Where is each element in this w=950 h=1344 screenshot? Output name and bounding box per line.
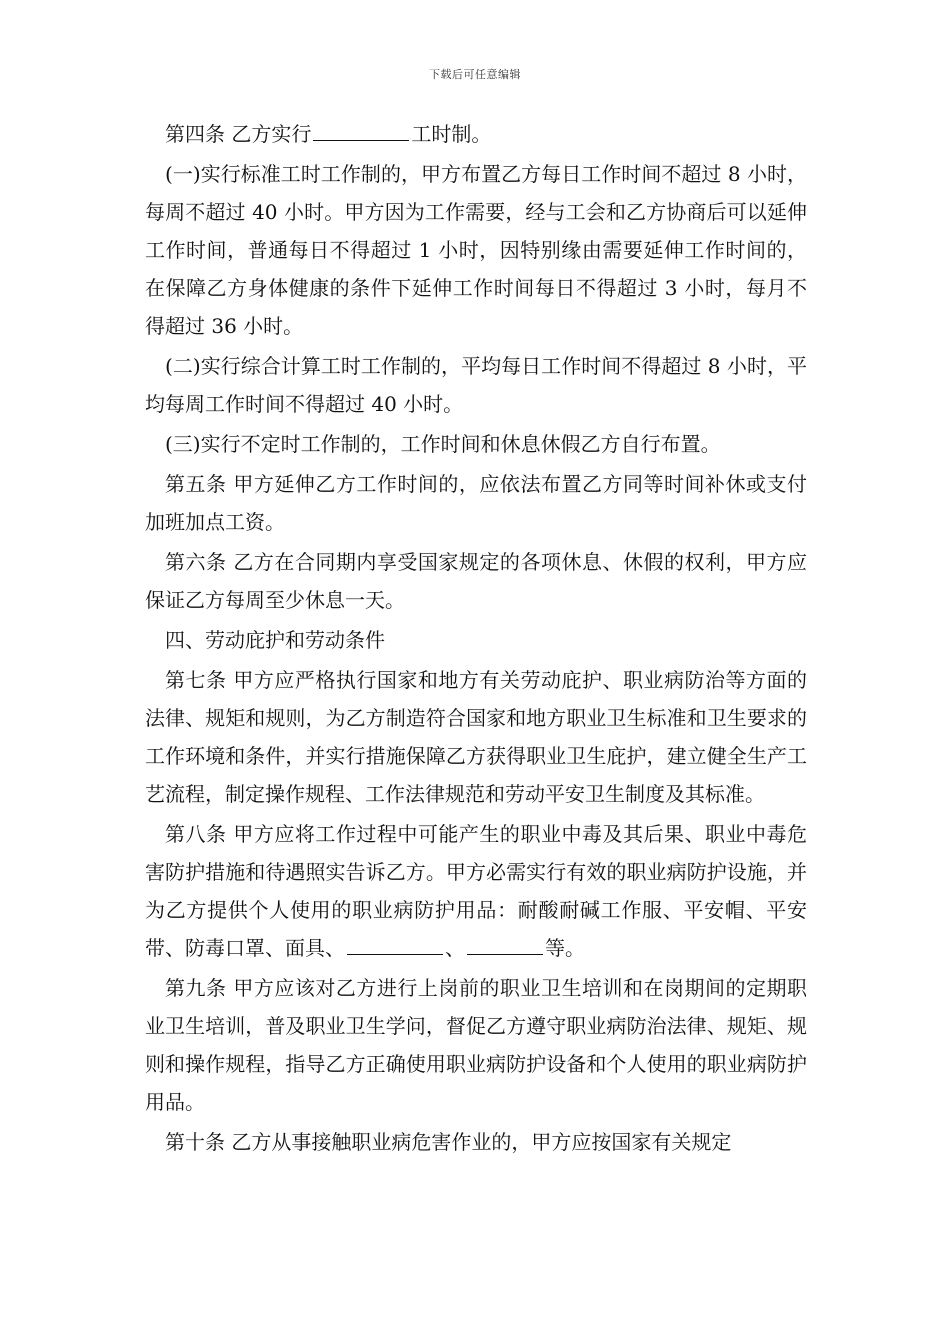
page-header: 下载后可任意编辑 xyxy=(429,68,521,81)
article-8 xyxy=(145,815,807,967)
section-heading-labor-protection: 四、劳动庇护和劳动条件 xyxy=(165,628,385,652)
fill-blank-protective-item-2 xyxy=(467,932,543,955)
fill-blank-work-hours xyxy=(313,118,409,141)
article-8-text-end: 等。 xyxy=(545,936,585,960)
article-7: 第七条 甲方应严格执行国家和地方有关劳动庇护、职业病防治等方面的法律、规矩和规则，为乙方制造符合国家和地方职业卫生标准和卫生要求的工作环境和条件，并实行措施保障乙方获得职业卫生庇护，建立健全生产工艺流程，制定操作规程、工作法律规范和劳动平安卫生制度及其标准。 xyxy=(145,668,807,806)
article-10: 第十条 乙方从事接触职业病危害作业的，甲方应按国家有关规定 xyxy=(165,1130,732,1154)
article-6: 第六条 乙方在合同期内享受国家规定的各项休息、休假的权利，甲方应保证乙方每周至少休息一天。 xyxy=(145,550,807,612)
fill-blank-protective-item-1 xyxy=(347,932,443,955)
clause-standard-hours: (一)实行标准工时工作制的，甲方布置乙方每日工作时间不超过 8 小时，每周不超过 40 小时。甲方因为工作需要，经与工会和乙方协商后可以延伸工作时间，普通每日不得超过 1 小时，因特别缘由需要延伸工作时间的，在保障乙方身体健康的条件下延伸工作时间每日不得超过 3 小时，每月不得超过 36 小时。 xyxy=(145,162,807,338)
article-8-separator: 、 xyxy=(445,936,465,960)
article-8-text: 第八条 甲方应将工作过程中可能产生的职业中毒及其后果、职业中毒危害防护措施和待遇照实告诉乙方。甲方必需实行有效的职业病防护设施，并为乙方提供个人使用的职业病防护用品：耐酸耐碱工作服、平安帽、平安带、防毒口罩、面具、 xyxy=(145,822,807,960)
document-body xyxy=(145,115,807,1163)
article-4-text: 第四条 乙方实行 xyxy=(165,122,312,146)
clause-flexible-hours: (三)实行不定时工作制的，工作时间和休息休假乙方自行布置。 xyxy=(165,432,721,456)
article-5: 第五条 甲方延伸乙方工作时间的，应依法布置乙方同等时间补休或支付加班加点工资。 xyxy=(145,472,807,534)
clause-comprehensive-hours: (二)实行综合计算工时工作制的，平均每日工作时间不得超过 8 小时，平均每周工作时间不得超过 40 小时。 xyxy=(145,354,807,416)
article-9: 第九条 甲方应该对乙方进行上岗前的职业卫生培训和在岗期间的定期职业卫生培训，普及职业卫生学问，督促乙方遵守职业病防治法律、规矩、规则和操作规程，指导乙方正确使用职业病防护设备和个人使用的职业病防护用品。 xyxy=(145,976,807,1114)
article-4 xyxy=(145,115,807,153)
article-4-text-end: 工时制。 xyxy=(411,122,492,146)
